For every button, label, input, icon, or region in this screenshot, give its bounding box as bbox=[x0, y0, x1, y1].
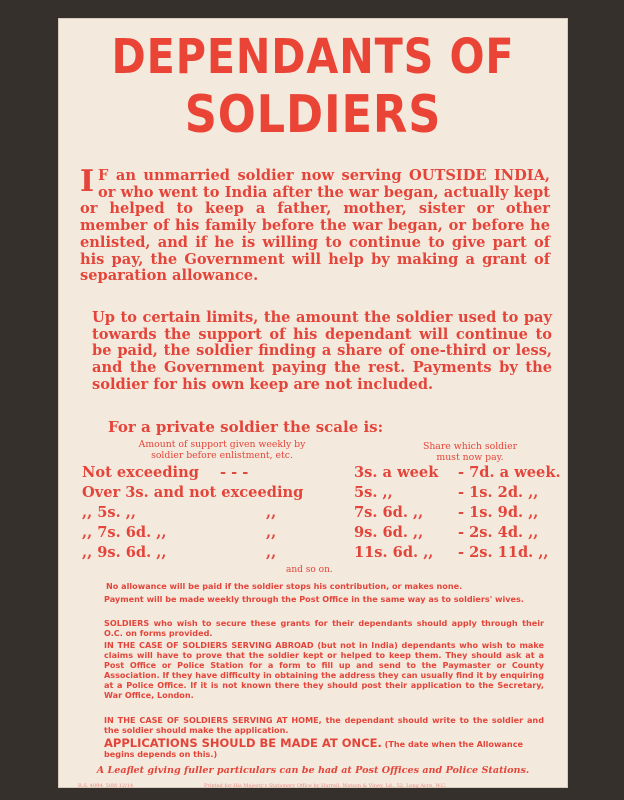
scale-share: - 2s. 4d. ,, bbox=[458, 524, 539, 541]
scale-mid: ,, bbox=[266, 544, 277, 561]
scale-row bbox=[82, 524, 562, 544]
scale-share: - 1s. 2d. ,, bbox=[458, 484, 539, 501]
scale-row bbox=[82, 484, 562, 504]
and-so-on: and so on. bbox=[286, 565, 333, 575]
scale-column-note-share: Share which soldier must now pay. bbox=[422, 441, 518, 463]
scale-to: 9s. 6d. ,, bbox=[354, 524, 424, 541]
drop-cap: I bbox=[80, 164, 95, 199]
scale-share: - 1s. 9d. ,, bbox=[458, 504, 539, 521]
scale-table bbox=[82, 464, 562, 564]
applications-main: APPLICATIONS SHOULD BE MADE AT ONCE. bbox=[104, 736, 382, 750]
scale-share: - 2s. 11d. ,, bbox=[458, 544, 549, 561]
scale-mid: - - - bbox=[220, 464, 249, 481]
scale-from: Not exceeding bbox=[82, 464, 199, 481]
scale-from: ,, 9s. 6d. ,, bbox=[82, 544, 167, 561]
scale-mid: ,, bbox=[266, 524, 277, 541]
applications-note: (The date when the Allowance begins depends on this.) bbox=[104, 739, 523, 759]
scale-share: - 7d. a week. bbox=[458, 464, 561, 481]
scale-heading: For a private soldier the scale is: bbox=[108, 418, 384, 436]
paragraph-eligibility-text: F an unmarried soldier now serving OUTSIDE INDIA, or who went to India after the war began, actually kept or helped to keep a father, mother, sister or other member of his family before the war began, or before he enlisted, and if he is willing to continue to give part of his pay, the Government will help by making a grant of separation allowance. bbox=[80, 167, 550, 285]
scale-column-note-amount: Amount of support given weekly by soldier before enlistment, etc. bbox=[138, 439, 306, 461]
note-serving-abroad: IN THE CASE OF SOLDIERS SERVING ABROAD (but not in India) dependants who wish to make claims will have to prove that the soldier kept or helped to keep them. They should ask at a Post Office or Police Station for a form to fill up and send to the Paymaster or County Association. If they have difficulty in obtaining the address they can usually find it by enquiring at a Police Office. If it is not known there they should post their application to the Secretary, War Office, London. bbox=[104, 640, 544, 700]
poster bbox=[58, 18, 568, 788]
scale-row bbox=[82, 504, 562, 524]
note-payment: Payment will be made weekly through the Post Office in the same way as to soldiers' wives. bbox=[104, 594, 524, 604]
note-no-allowance: No allowance will be paid if the soldier stops his contribution, or makes none. bbox=[106, 581, 463, 591]
scale-to: 11s. 6d. ,, bbox=[354, 544, 434, 561]
scale-to: 3s. a week bbox=[354, 464, 439, 481]
scale-row bbox=[82, 464, 562, 484]
imprint-code: R.S. 4094. 50M 12/14 bbox=[78, 783, 134, 789]
scale-to: 7s. 6d. ,, bbox=[354, 504, 424, 521]
note-soldiers: SOLDIERS who wish to secure these grants for their dependants should apply through their O.C. on forms provided. bbox=[104, 618, 544, 638]
scale-from: Over 3s. and not exceeding bbox=[82, 484, 304, 501]
imprint-printer: Printed for His Majesty's Stationery Office by Harrell, Watson & Viney, Ld., 52, Long Acre, W.C. bbox=[204, 783, 447, 789]
paragraph-limits: Up to certain limits, the amount the soldier used to pay towards the support of his dependant will continue to be paid, the soldier finding a share of one-third or less, and the Government paying the rest. Payments by the soldier for his own keep are not included. bbox=[92, 309, 552, 393]
scale-from: ,, 7s. 6d. ,, bbox=[82, 524, 167, 541]
leaflet-notice: A Leaflet giving fuller particulars can be had at Post Offices and Police Stations. bbox=[96, 765, 530, 776]
applications-notice bbox=[104, 738, 544, 759]
note-serving-at-home: IN THE CASE OF SOLDIERS SERVING AT HOME, the dependant should write to the soldier and the soldier should make the application. bbox=[104, 715, 544, 735]
paragraph-eligibility bbox=[80, 164, 550, 285]
scale-from: ,, 5s. ,, bbox=[82, 504, 136, 521]
title-line-1: DEPENDANTS OF bbox=[111, 29, 515, 85]
scale-to: 5s. ,, bbox=[354, 484, 393, 501]
scale-row bbox=[82, 544, 562, 564]
title-line-2: SOLDIERS bbox=[184, 85, 442, 145]
scale-mid: ,, bbox=[266, 504, 277, 521]
